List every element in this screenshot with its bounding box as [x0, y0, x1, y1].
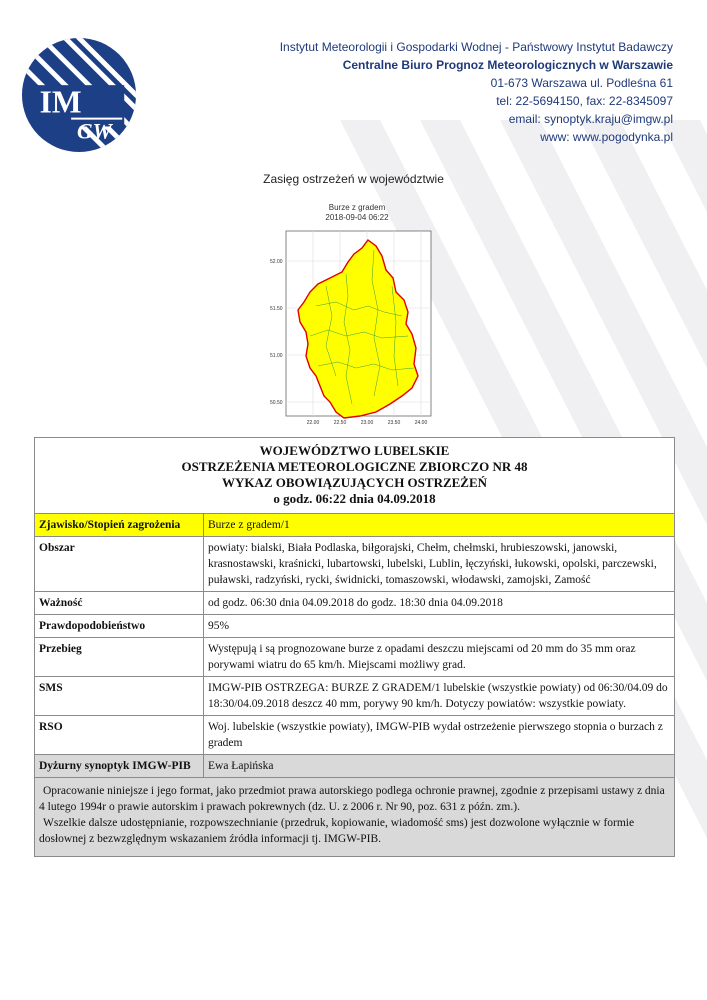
email-link[interactable]: email: synoptyk.kraju@imgw.pl	[508, 112, 673, 126]
footer-row	[35, 778, 675, 857]
bulletin-title: OSTRZEŻENIA METEOROLOGICZNE ZBIORCZO NR 48	[181, 459, 528, 474]
row-value-forecaster: Ewa Łapińska	[204, 755, 675, 778]
www-link[interactable]: www: www.pogodynka.pl	[540, 130, 673, 144]
y-tick-label: 52.00	[270, 259, 283, 265]
table-row	[35, 755, 675, 778]
table-row	[35, 537, 675, 592]
copyright-text: Opracowanie niniejsze i jego format, jako przedmiot prawa autorskiego podlega ochronie prawnej, zgodnie z przepisami ustawy z dnia 4 lutego 1994r o prawie autorskim i prawach pokrewnych (dz. U. z 2006 r. Nr 90, poz. 631 z późn. zm.).	[39, 785, 665, 813]
map-title-block	[282, 203, 432, 223]
y-axis-ticks	[270, 259, 283, 406]
copyright-notice	[35, 778, 675, 857]
map-caption: Zasięg ostrzeżeń w województwie	[263, 172, 444, 186]
row-label-course: Przebieg	[35, 638, 204, 677]
x-tick-label: 22.00	[306, 420, 320, 426]
row-value-probability: 95%	[204, 615, 675, 638]
row-value-sms: IMGW-PIB OSTRZEGA: BURZE Z GRADEM/1 lubelskie (wszystkie powiaty) od 06:30/04.09 do 18:30/04.09.2018 deszcz 40 mm, porywy 90 km/h. Dotyczy powiatów: wszystkie powiaty.	[204, 677, 675, 716]
logo-text-bottom: GW	[77, 119, 112, 144]
row-value-area: powiaty: bialski, Biała Podlaska, biłgorajski, Chełm, chełmski, hrubieszowski, janowski, krasnostawski, kraśnicki, lubartowski, lubelski, Lublin, łęczyński, łukowski, opolski, parczewski, puławski, radzyński, rycki, świdnicki, tomaszowski, włodawski, zamojski, Zamość	[204, 537, 675, 592]
table-row	[35, 514, 675, 537]
x-tick-label: 23.50	[387, 420, 401, 426]
logo-text-top: IM	[39, 84, 82, 120]
region-title: WOJEWÓDZTWO LUBELSKIE	[259, 443, 450, 458]
table-row	[35, 592, 675, 615]
phone-fax: tel: 22-5694150, fax: 22-8345097	[496, 94, 673, 108]
imgw-logo	[20, 36, 138, 154]
report-title-block	[35, 438, 675, 514]
x-tick-label: 23.00	[360, 420, 374, 426]
table-row	[35, 638, 675, 677]
row-label-area: Obszar	[35, 537, 204, 592]
row-label-rso: RSO	[35, 716, 204, 755]
row-label-sms: SMS	[35, 677, 204, 716]
row-label-forecaster: Dyżurny synoptyk IMGW-PIB	[35, 755, 204, 778]
table-row	[35, 677, 675, 716]
row-value-phenomenon: Burze z gradem/1	[204, 514, 675, 537]
x-axis-ticks	[307, 420, 428, 426]
x-tick-label: 22.50	[333, 420, 347, 426]
bureau-name: Centralne Biuro Prognoz Meteorologicznych w Warszawie	[342, 58, 673, 72]
y-tick-label: 51.50	[270, 306, 283, 312]
x-tick-label: 24.00	[414, 420, 428, 426]
issue-time: o godz. 06:22 dnia 04.09.2018	[273, 491, 436, 506]
warning-map	[256, 226, 436, 441]
list-title: WYKAZ OBOWIĄZUJĄCYCH OSTRZEŻEŃ	[221, 475, 488, 490]
table-row	[35, 615, 675, 638]
map-title: Burze z gradem	[328, 203, 386, 212]
y-tick-label: 51.00	[270, 353, 283, 359]
row-value-validity: od godz. 06:30 dnia 04.09.2018 do godz. 18:30 dnia 04.09.2018	[204, 592, 675, 615]
row-value-rso: Woj. lubelskie (wszystkie powiaty), IMGW-PIB wydał ostrzeżenie pierwszego stopnia o burzach z gradem	[204, 716, 675, 755]
row-label-probability: Prawdopodobieństwo	[35, 615, 204, 638]
map-date: 2018-09-04 06:22	[325, 213, 389, 222]
table-row	[35, 716, 675, 755]
redistribution-text: Wszelkie dalsze udostępnianie, rozpowszechnianie (przedruk, kopiowanie, wiadomość sms) jest dozwolone wyłącznie w formie dosłownej z bezwzględnym wskazaniem źródła informacji tj. IMGW-PIB.	[39, 817, 635, 845]
y-tick-label: 50.50	[270, 400, 283, 406]
institute-name: Instytut Meteorologii i Gospodarki Wodnej - Państwowy Instytut Badawczy	[279, 40, 673, 54]
institute-header	[280, 38, 673, 146]
address: 01-673 Warszawa ul. Podleśna 61	[490, 76, 673, 90]
row-label-phenomenon: Zjawisko/Stopień zagrożenia	[35, 514, 204, 537]
table-header-row	[35, 438, 675, 514]
row-value-course: Występują i są prognozowane burze z opadami deszczu miejscami od 20 mm do 35 mm oraz porywami wiatru do 65 km/h. Miejscami możliwy grad.	[204, 638, 675, 677]
row-label-validity: Ważność	[35, 592, 204, 615]
warning-table	[34, 437, 675, 857]
